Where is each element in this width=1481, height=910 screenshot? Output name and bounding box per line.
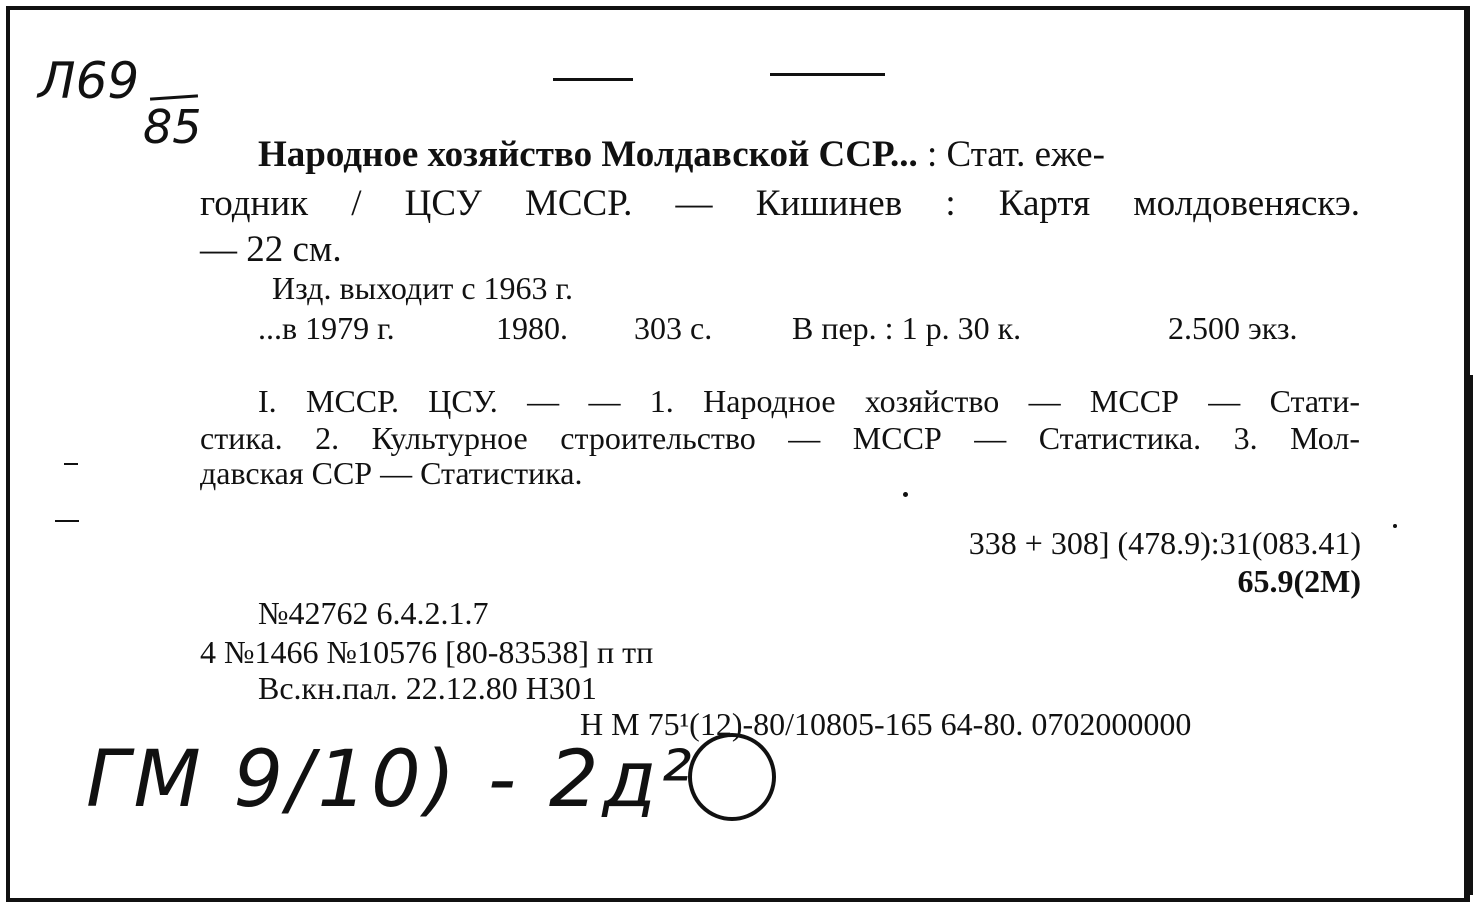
title-line-1 [258, 133, 1105, 176]
title-line-3: — 22 см. [200, 229, 342, 270]
handwritten-call-number-fraction: 85 [143, 100, 202, 154]
scan-speck [1393, 524, 1397, 528]
classification-line-1: 338 + 308] (478.9):31(083.41) [968, 525, 1361, 561]
title-line-2: годник / ЦСУ МССР. — Кишинев : Картя молдовеняскэ. [200, 183, 1360, 224]
scan-speck [55, 520, 79, 522]
punch-hole-circle [688, 733, 776, 821]
service-line-3: Вс.кн.пал. 22.12.80 Н301 [258, 670, 597, 706]
subjects-line-1: I. МССР. ЦСУ. — — 1. Народное хозяйство — МССР — Стати- [258, 383, 1360, 419]
subjects-line-2: стика. 2. Культурное строительство — МССР — Статистика. 3. Мол- [200, 420, 1360, 456]
classification-line-2: 65.9(2М) [1237, 563, 1361, 599]
subjects-line-3: давская ССР — Статистика. [200, 455, 583, 491]
note-price: В пер. : 1 р. 30 к. [792, 310, 1022, 346]
scan-edge-mark [1468, 375, 1473, 895]
service-line-4: Н М 75¹(12)-80/10805-165 64-80. 0702000000 [580, 706, 1192, 742]
service-line-1: №42762 6.4.2.1.7 [258, 595, 489, 631]
top-dash-left [553, 78, 633, 81]
handwritten-call-number: Л69 [38, 52, 140, 110]
note-year: ...в 1979 г. [258, 310, 395, 346]
scan-speck [64, 463, 78, 465]
title-main: Народное хозяйство Молдавской ССР... [258, 134, 918, 175]
title-rest: : Стат. еже- [926, 134, 1105, 175]
note-issue: 1980. [496, 310, 568, 346]
scan-speck [903, 492, 908, 497]
handwritten-bottom-note: ГМ 9/10) - 2д² [86, 735, 696, 825]
note-line-1: Изд. выходит с 1963 г. [272, 270, 574, 306]
note-pages: 303 с. [634, 310, 713, 346]
service-line-2: 4 №1466 №10576 [80-83538] п тп [200, 634, 654, 670]
note-copies: 2.500 экз. [1168, 310, 1298, 346]
top-dash-right [770, 73, 885, 76]
